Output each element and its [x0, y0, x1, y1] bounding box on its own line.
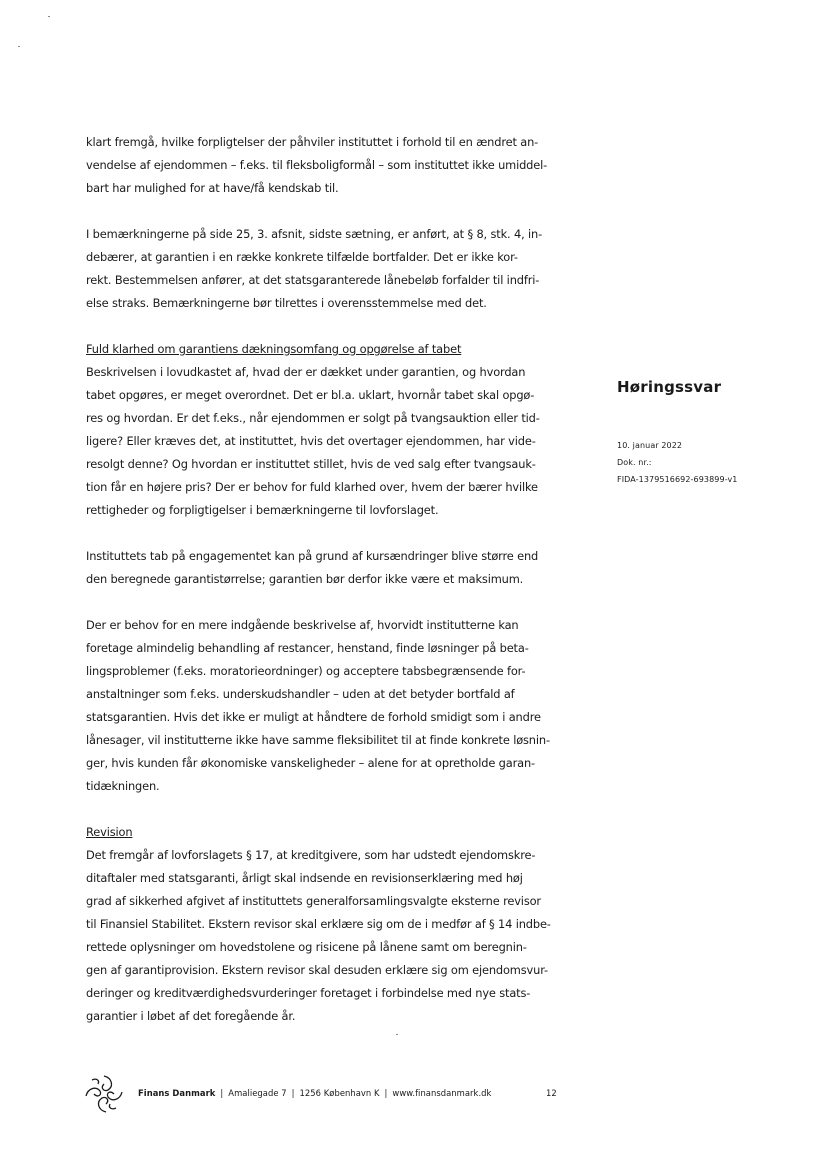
- text-line: resolgt denne? Og hvordan er instituttet stillet, hvis de ved salg efter tvangsauk-: [86, 457, 536, 471]
- paragraph-5: [86, 614, 556, 798]
- text-line: deringer og kreditværdighedsvurderinger foretaget i forbindelse med nye stats-: [86, 986, 531, 1000]
- document-number: FIDA-1379516692-693899-v1: [617, 475, 738, 484]
- text-line: gen af garantiprovision. Ekstern revisor skal desuden erklære sig om ejendomsvur-: [86, 963, 548, 977]
- text-line: Der er behov for en mere indgående beskrivelse af, hvorvidt institutterne kan: [86, 618, 519, 632]
- paragraph-2: [86, 223, 556, 315]
- document-sidebar: [617, 377, 817, 488]
- section-heading-revision: Revision: [86, 825, 133, 839]
- finans-danmark-logo-icon: [82, 1072, 126, 1116]
- text-line: lånesager, vil institutterne ikke have samme fleksibilitet til at finde konkrete løsnin-: [86, 733, 550, 747]
- text-line: tidækningen.: [86, 779, 160, 793]
- text-line: rekt. Bestemmelsen anfører, at det statsgaranterede lånebeløb forfalder til indfri-: [86, 273, 540, 287]
- paragraph-4: [86, 545, 556, 591]
- document-type-title: Høringssvar: [617, 378, 722, 396]
- footer-address: Amaliegade 7: [228, 1088, 287, 1098]
- text-line: I bemærkningerne på side 25, 3. afsnit, sidste sætning, er anført, at § 8, stk. 4, in-: [86, 227, 543, 241]
- text-line: grad af sikkerhed afgivet af instituttets generalforsamlingsvalgte eksterne revisor: [86, 894, 541, 908]
- text-line: tabet opgøres, er meget overordnet. Det er bl.a. uklart, hvornår tabet skal opgø-: [86, 388, 535, 402]
- text-line: anstaltninger som f.eks. underskudshandler – uden at det betyder bortfald af: [86, 687, 515, 701]
- text-line: Beskrivelsen i lovudkastet af, hvad der er dækket under garantien, og hvordan: [86, 365, 526, 379]
- text-line: res og hvordan. Er det f.eks., når ejendommen er solgt på tvangsauktion eller tid-: [86, 411, 540, 425]
- text-line: garantier i løbet af det foregående år.: [86, 1009, 296, 1023]
- text-line: Instituttets tab på engagementet kan på grund af kursændringer blive større end: [86, 549, 539, 563]
- text-line: til Finansiel Stabilitet. Ekstern revisor skal erklære sig om de i medfør af § 14 indbe-: [86, 917, 551, 931]
- document-meta: [617, 437, 817, 488]
- footer-contact: Finans Danmark | Amaliegade 7 | 1256 København K | www.finansdanmark.dk: [138, 1088, 492, 1098]
- page-footer: [82, 1072, 562, 1116]
- paragraph-6: [86, 844, 556, 1028]
- scan-speck: [48, 16, 50, 17]
- paragraph-3: [86, 361, 556, 522]
- text-line: bart har mulighed for at have/få kendskab til.: [86, 181, 339, 195]
- paragraph-1: [86, 131, 556, 200]
- text-line: klart fremgå, hvilke forpligtelser der påhviler instituttet i forhold til en ændret an-: [86, 135, 539, 149]
- scan-speck: [396, 1034, 398, 1035]
- page-number: 12: [546, 1088, 557, 1098]
- text-line: vendelse af ejendommen – f.eks. til fleksboligformål – som instituttet ikke umiddel-: [86, 158, 548, 172]
- section-heading-garanti: Fuld klarhed om garantiens dækningsomfang og opgørelse af tabet: [86, 342, 462, 356]
- text-line: debærer, at garantien i en række konkrete tilfælde bortfalder. Det er ikke kor-: [86, 250, 518, 264]
- text-line: ligere? Eller kræves det, at instituttet, hvis det overtager ejendommen, har vide-: [86, 434, 536, 448]
- text-line: lingsproblemer (f.eks. moratorieordninger) og acceptere tabsbegrænsende for-: [86, 664, 526, 678]
- text-line: ditaftaler med statsgaranti, årligt skal indsende en revisionserklæring med høj: [86, 871, 523, 885]
- text-line: Det fremgår af lovforslagets § 17, at kreditgivere, som har udstedt ejendomskre-: [86, 848, 536, 862]
- text-line: den beregnede garantistørrelse; garantien bør derfor ikke være et maksimum.: [86, 572, 524, 586]
- scan-speck: [18, 46, 20, 47]
- text-line: statsgarantien. Hvis det ikke er muligt at håndtere de forhold smidigt som i andre: [86, 710, 541, 724]
- body-text: [86, 131, 556, 1028]
- text-line: tion får en højere pris? Der er behov for fuld klarhed over, hvem der bærer hvilke: [86, 480, 538, 494]
- footer-postal: 1256 København K: [299, 1088, 380, 1098]
- document-number-label: Dok. nr.:: [617, 458, 652, 467]
- footer-brand: Finans Danmark: [138, 1088, 216, 1098]
- footer-website[interactable]: www.finansdanmark.dk: [392, 1088, 492, 1098]
- text-line: rettede oplysninger om hovedstolene og risicene på lånene samt om beregnin-: [86, 940, 527, 954]
- text-line: rettigheder og forpligtigelser i bemærkningerne til lovforslaget.: [86, 503, 439, 517]
- text-line: else straks. Bemærkningerne bør tilrettes i overensstemmelse med det.: [86, 296, 487, 310]
- text-line: foretage almindelig behandling af restancer, henstand, finde løsninger på beta-: [86, 641, 529, 655]
- document-date: 10. januar 2022: [617, 441, 683, 450]
- text-line: ger, hvis kunden får økonomiske vanskeligheder – alene for at opretholde garan-: [86, 756, 535, 770]
